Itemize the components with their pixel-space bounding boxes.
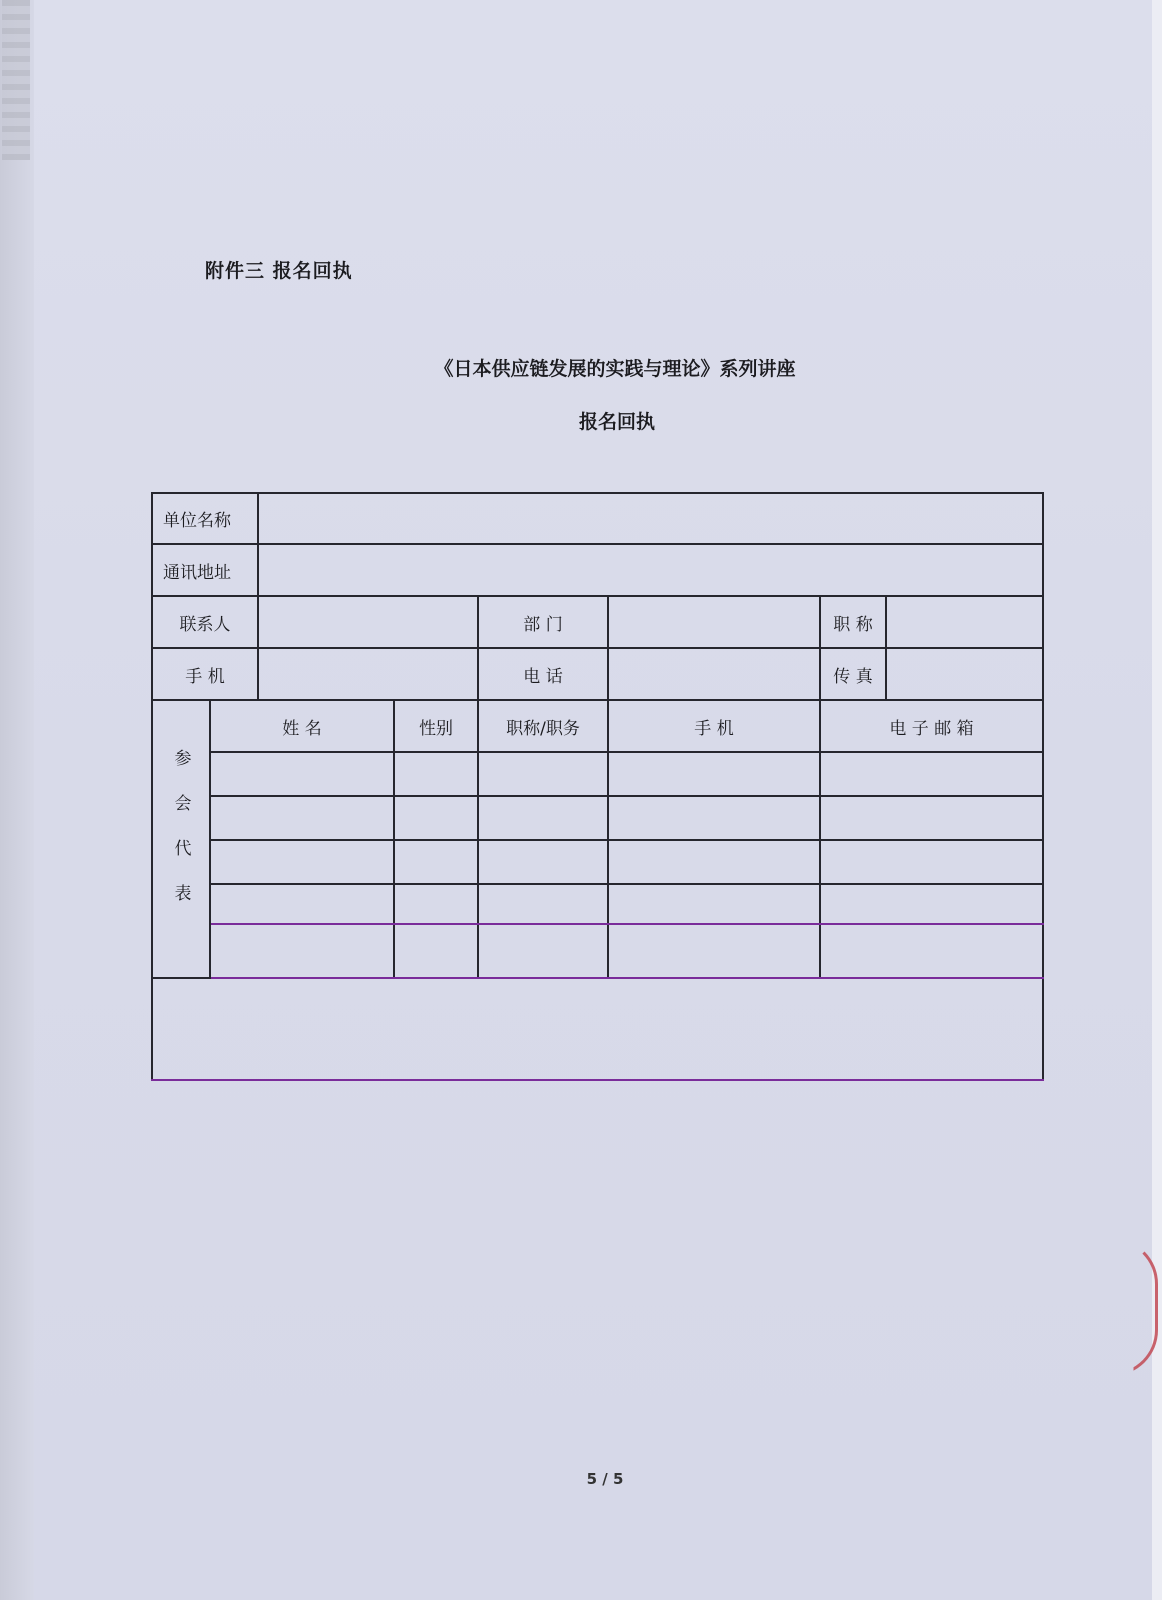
rep-row (152, 884, 1043, 924)
representatives-group-cell (152, 700, 210, 978)
rep-row (152, 796, 1043, 840)
rep-gender-field[interactable] (394, 884, 478, 924)
rep-mobile-field[interactable] (608, 924, 820, 978)
rep-name-field[interactable] (210, 840, 394, 884)
scan-right-edge (1152, 0, 1162, 1600)
rep-name-field[interactable] (210, 796, 394, 840)
phone-label: 电 话 (478, 648, 608, 700)
rep-row (152, 924, 1043, 978)
rep-mobile-field[interactable] (608, 796, 820, 840)
rep-email-field[interactable] (820, 840, 1043, 884)
rep-mobile-field[interactable] (608, 840, 820, 884)
representatives-header-row (152, 700, 1043, 752)
rep-mobile-field[interactable] (608, 752, 820, 796)
rep-col-gender: 性别 (394, 700, 478, 752)
department-field[interactable] (608, 596, 820, 648)
remarks-row (152, 978, 1043, 1080)
rep-row (152, 840, 1043, 884)
rep-col-email: 电 子 邮 箱 (820, 700, 1043, 752)
rep-name-field[interactable] (210, 924, 394, 978)
rep-gender-field[interactable] (394, 924, 478, 978)
rep-gender-field[interactable] (394, 752, 478, 796)
attachment-title: 附件三 报名回执 (205, 260, 353, 282)
mobile-label: 手 机 (152, 648, 258, 700)
rep-col-title: 职称/职务 (478, 700, 608, 752)
rep-title-field[interactable] (478, 924, 608, 978)
fax-field[interactable] (886, 648, 1043, 700)
rep-mobile-field[interactable] (608, 884, 820, 924)
unit-name-row (152, 493, 1043, 544)
representatives-group-label: 参会代表 (170, 749, 191, 929)
rep-email-field[interactable] (820, 884, 1043, 924)
phone-row (152, 648, 1043, 700)
receipt-title: 报名回执 (578, 411, 655, 433)
rep-row (152, 752, 1043, 796)
scan-left-edge (0, 0, 34, 1600)
series-title: 《日本供应链发展的实践与理论》系列讲座 (434, 358, 796, 380)
contact-field[interactable] (258, 596, 478, 648)
rep-email-field[interactable] (820, 924, 1043, 978)
contact-row (152, 596, 1043, 648)
address-row (152, 544, 1043, 596)
fax-label: 传 真 (820, 648, 886, 700)
rep-title-field[interactable] (478, 840, 608, 884)
rep-email-field[interactable] (820, 796, 1043, 840)
unit-name-label: 单位名称 (152, 493, 258, 544)
rep-gender-field[interactable] (394, 796, 478, 840)
address-field[interactable] (258, 544, 1043, 596)
page-number: 5 / 5 (586, 1470, 624, 1488)
rep-col-name: 姓 名 (210, 700, 394, 752)
rep-title-field[interactable] (478, 752, 608, 796)
rep-title-field[interactable] (478, 796, 608, 840)
rep-gender-field[interactable] (394, 840, 478, 884)
rep-title-field[interactable] (478, 884, 608, 924)
title-label: 职 称 (820, 596, 886, 648)
mobile-field[interactable] (258, 648, 478, 700)
address-label: 通讯地址 (152, 544, 258, 596)
scan-smudge (2, 0, 30, 160)
rep-name-field[interactable] (210, 752, 394, 796)
rep-name-field[interactable] (210, 884, 394, 924)
title-field[interactable] (886, 596, 1043, 648)
remarks-field[interactable] (152, 978, 1043, 1080)
contact-label: 联系人 (152, 596, 258, 648)
phone-field[interactable] (608, 648, 820, 700)
rep-email-field[interactable] (820, 752, 1043, 796)
rep-col-mobile: 手 机 (608, 700, 820, 752)
department-label: 部 门 (478, 596, 608, 648)
registration-form-table (151, 492, 1044, 1081)
unit-name-field[interactable] (258, 493, 1043, 544)
